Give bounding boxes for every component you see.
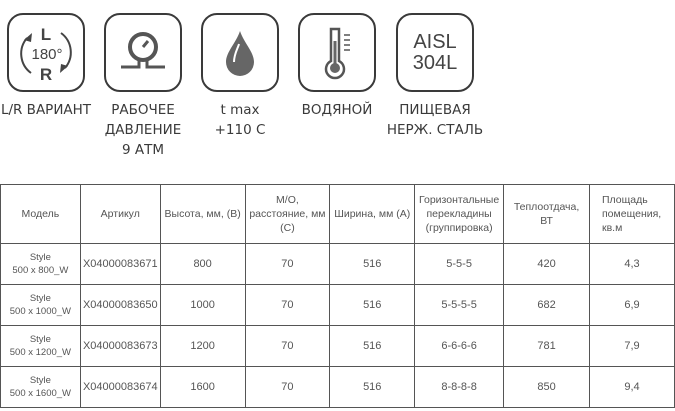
feature-pressure	[104, 13, 182, 158]
cell-distance: 70	[245, 367, 330, 408]
cell-height: 1000	[160, 285, 245, 326]
icon-text-180: 180°	[31, 45, 63, 63]
icon-text-l: L	[40, 24, 52, 44]
feature-steel	[386, 13, 484, 138]
feature-max-temp	[201, 13, 279, 138]
cell-heat: 682	[504, 285, 590, 326]
cell-height: 1200	[160, 326, 245, 367]
cell-distance: 70	[245, 285, 330, 326]
cell-bars: 6-6-6-6	[415, 326, 504, 367]
table-row	[1, 285, 675, 326]
cell-distance: 70	[245, 326, 330, 367]
cell-width: 516	[330, 285, 415, 326]
specs-table	[0, 184, 675, 408]
pressure-gauge-icon	[104, 13, 182, 92]
icon-text-aisl: AISL	[413, 30, 457, 53]
thermometer-icon	[298, 13, 376, 92]
header-area: Площадь помещения, кв.м	[590, 185, 675, 244]
water-drop-icon	[201, 13, 279, 92]
feature-label: t max +110 C	[214, 102, 266, 138]
header-bars: Горизонтальные перекладины (группировка)	[415, 185, 504, 244]
feature-label: РАБОЧЕЕ ДАВЛЕНИЕ 9 АТМ	[104, 102, 182, 158]
header-height: Высота, мм, (В)	[160, 185, 245, 244]
cell-area: 9,4	[590, 367, 675, 408]
feature-label: L/R ВАРИАНТ	[0, 102, 92, 118]
model-name: Style	[29, 252, 51, 263]
steel-grade-icon	[396, 13, 474, 92]
model-size: 500 x 1600_W	[9, 388, 72, 399]
header-model: Модель	[1, 185, 81, 244]
icon-text-r: R	[39, 64, 53, 84]
cell-height: 1600	[160, 367, 245, 408]
cell-bars: 5-5-5	[415, 244, 504, 285]
model-name: Style	[29, 334, 51, 345]
cell-width: 516	[330, 244, 415, 285]
icon-text-304l: 304L	[412, 51, 458, 74]
table-header	[1, 185, 675, 244]
table-row	[1, 326, 675, 367]
model-name: Style	[29, 293, 51, 304]
cell-bars: 8-8-8-8	[415, 367, 504, 408]
cell-height: 800	[160, 244, 245, 285]
model-size: 500 x 800_W	[12, 265, 69, 276]
cell-area: 7,9	[590, 326, 675, 367]
cell-width: 516	[330, 367, 415, 408]
header-heat: Теплоотдача, ВТ	[504, 185, 590, 244]
cell-heat: 850	[504, 367, 590, 408]
feature-label: ВОДЯНОЙ	[301, 102, 373, 118]
cell-model	[1, 367, 81, 408]
feature-label: ПИЩЕВАЯ НЕРЖ. СТАЛЬ	[386, 102, 484, 138]
cell-article: X04000083671	[80, 244, 160, 285]
model-size: 500 x 1000_W	[9, 306, 72, 317]
feature-water	[298, 13, 376, 118]
cell-heat: 420	[504, 244, 590, 285]
cell-article: X04000083673	[80, 326, 160, 367]
cell-model	[1, 326, 81, 367]
cell-area: 6,9	[590, 285, 675, 326]
cell-bars: 5-5-5-5	[415, 285, 504, 326]
header-distance: М/О, расстояние, мм (С)	[245, 185, 330, 244]
table-row	[1, 244, 675, 285]
cell-article: X04000083650	[80, 285, 160, 326]
cell-area: 4,3	[590, 244, 675, 285]
feature-lr-variant	[0, 13, 92, 118]
cell-heat: 781	[504, 326, 590, 367]
model-size: 500 x 1200_W	[9, 347, 72, 358]
cell-model	[1, 244, 81, 285]
header-article: Артикул	[80, 185, 160, 244]
cell-distance: 70	[245, 244, 330, 285]
cell-model	[1, 285, 81, 326]
table-row	[1, 367, 675, 408]
rotate-180-icon	[7, 13, 85, 92]
cell-article: X04000083674	[80, 367, 160, 408]
model-name: Style	[29, 375, 51, 386]
cell-width: 516	[330, 326, 415, 367]
header-width: Ширина, мм (А)	[330, 185, 415, 244]
